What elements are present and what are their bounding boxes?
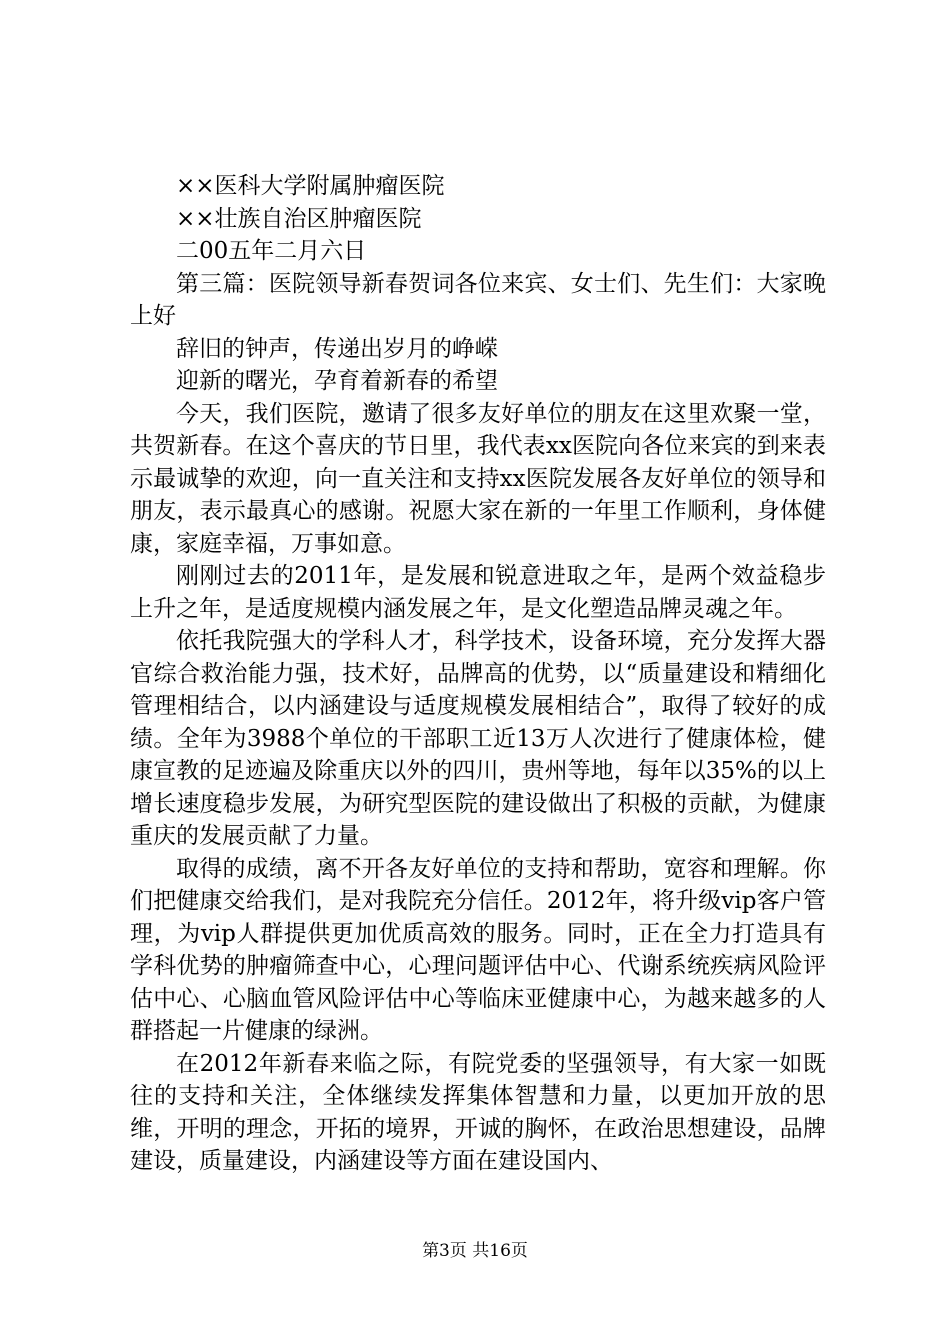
- body-paragraph-welcome: 今天，我们医院，邀请了很多友好单位的朋友在这里欢聚一堂，共贺新春。在这个喜庆的节日里，我代表xx医院向各位来宾的到来表示最诚挚的欢迎，向一直关注和支持xx医院发展各友好单位的领导和朋友，表示最真心的感谢。祝愿大家在新的一年里工作顺利，身体健康，家庭幸福，万事如意。: [130, 400, 826, 557]
- verse-line-2: 迎新的曙光，孕育着新春的希望: [176, 368, 498, 394]
- signature-date: 二00五年二月六日: [176, 238, 367, 264]
- body-paragraph-2012: 在2012年新春来临之际，有院党委的坚强领导，有大家一如既往的支持和关注，全体继续发挥集体智慧和力量，以更加开放的思维，开明的理念，开拓的境界，开诚的胸怀，在政治思想建设，品牌建设，质量建设，内涵建设等方面在建设国内、: [130, 1050, 826, 1174]
- verse-line-1: 辞旧的钟声，传递出岁月的峥嵘: [176, 335, 498, 362]
- signature-org-2: ××壮族自治区肿瘤医院: [176, 205, 422, 232]
- body-paragraph-2011: 刚刚过去的2011年，是发展和锐意进取之年，是两个效益稳步上升之年，是适度规模内涵发展之年，是文化塑造品牌灵魂之年。: [130, 563, 826, 622]
- body-paragraph-achievements: 依托我院强大的学科人才，科学技术，设备环境，充分发挥大器官综合救治能力强，技术好，品牌高的优势，以“质量建设和精细化管理相结合，以内涵建设与适度规模发展相结合”，取得了较好的成绩。全年为3988个单位的干部职工近13万人次进行了健康体检，健康宣教的足迹遍及除重庆以外的四川，贵州等地，每年以35%的以上增长速度稳步发展，为研究型医院的建设做出了积极的贡献，为健康重庆的发展贡献了力量。: [130, 628, 826, 849]
- section-heading-paragraph: 第三篇：医院领导新春贺词各位来宾、女士们、先生们：大家晚上好: [130, 270, 826, 329]
- signature-org-1: ××医科大学附属肿瘤医院: [176, 173, 445, 199]
- page-footer: 第3页 共16页: [422, 1241, 528, 1261]
- document-body: [130, 170, 826, 1178]
- body-paragraph-thanks: 取得的成绩，离不开各友好单位的支持和帮助，宽容和理解。你们把健康交给我们，是对我院充分信任。2012年，将升级vip客户管理，为vip人群提供更加优质高效的服务。同时，正在全力打造具有学科优势的肿瘤筛查中心，心理问题评估中心、代谢系统疾病风险评估中心、心脑血管风险评估中心等临床亚健康中心，为越来越多的人群搭起一片健康的绿洲。: [130, 855, 826, 1044]
